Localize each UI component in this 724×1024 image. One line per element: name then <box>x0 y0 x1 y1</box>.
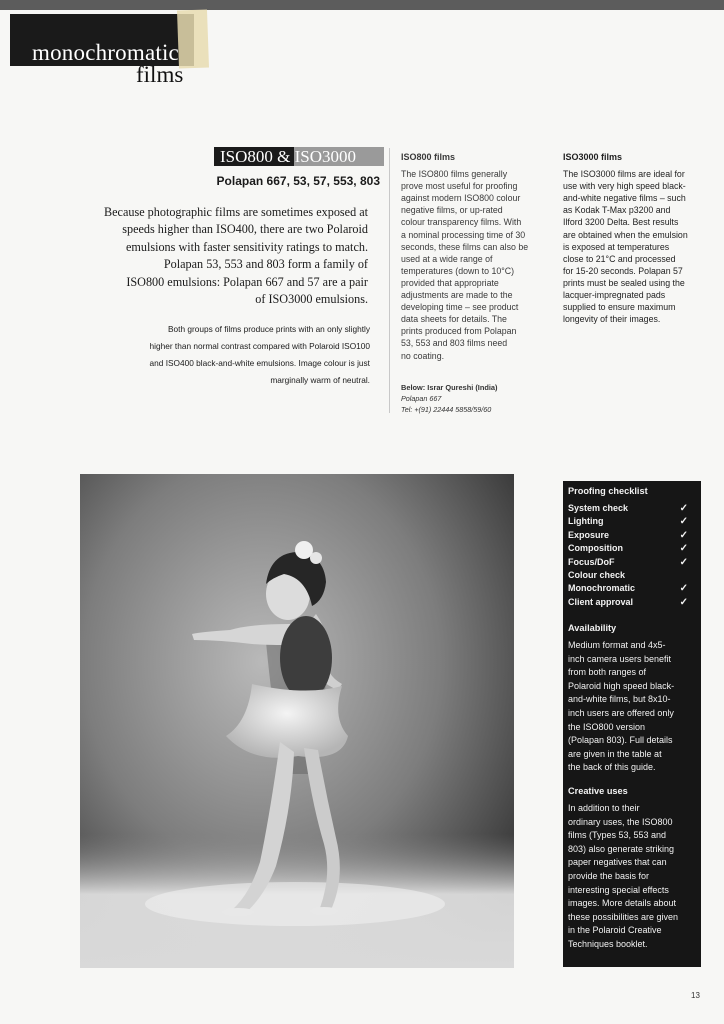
iso3000-line: are obtained when the emulsion <box>563 229 688 240</box>
checklist-item-label: Client approval <box>568 596 634 607</box>
credit-line: Tel: +(91) 22444 5858/59/60 <box>401 405 492 414</box>
checkmark-icon: ✓ <box>679 583 688 595</box>
iso-heading-label <box>214 147 384 166</box>
checklist-item-label: Exposure <box>568 529 610 540</box>
availability-line: are given in the table at <box>568 748 662 759</box>
lead-line: speeds higher than ISO400, there are two Polaroid <box>122 222 368 237</box>
iso800-line: adjustments are made to the <box>401 290 513 301</box>
models-subheading: Polapan 667, 53, 57, 553, 803 <box>216 174 380 188</box>
sidebar-panel <box>563 481 701 967</box>
checklist-item <box>568 583 694 596</box>
page-top-edge <box>0 0 724 10</box>
checkmark-icon: ✓ <box>679 503 688 514</box>
iso800-line: a nominal processing time of 30 <box>401 229 526 240</box>
photo-credit-title: Below: Israr Qureshi (India) <box>401 383 498 392</box>
availability-line: (Polapan 803). Full details <box>568 735 673 746</box>
checklist-item <box>568 597 694 610</box>
availability-line: inch camera users benefit <box>568 653 672 664</box>
iso3000-column <box>563 151 703 325</box>
secondary-line: and ISO400 black-and-white emulsions. Image colour is just <box>149 358 370 368</box>
creative-uses-title: Creative uses <box>568 786 628 796</box>
availability-title: Availability <box>568 623 617 633</box>
page-number: 13 <box>691 991 700 1000</box>
creative-uses-text <box>568 802 698 952</box>
availability-line: from both ranges of <box>568 667 647 678</box>
iso3000-line: as Kodak T-Max p3200 and <box>563 205 671 216</box>
section-title-line1: monochromatic <box>32 40 179 65</box>
checklist-item-label: Lighting <box>568 516 604 527</box>
checkmark-icon: ✓ <box>679 556 688 568</box>
iso3000-title: ISO3000 films <box>563 152 623 162</box>
checklist-item-label: Monochromatic <box>568 583 636 594</box>
proofing-checklist <box>568 503 694 610</box>
checklist-item <box>568 570 694 583</box>
secondary-paragraph <box>100 321 370 389</box>
iso3000-line: use with very high speed black- <box>563 181 686 192</box>
checklist-item <box>568 516 694 529</box>
iso3000-line: prints must be sealed using the <box>563 277 685 288</box>
creative-line: ordinary uses, the ISO800 <box>568 816 673 827</box>
creative-line: paper negatives that can <box>568 857 667 868</box>
photo-credit-details <box>401 393 551 415</box>
checklist-item <box>568 503 694 516</box>
checklist-item-label: Focus/DoF <box>568 556 615 567</box>
photo-illustration <box>80 474 514 968</box>
checkmark-icon: ✓ <box>679 516 688 528</box>
checklist-item-label: System check <box>568 503 629 513</box>
lead-line: ISO800 emulsions: Polapan 667 and 57 are a pair <box>126 274 368 289</box>
availability-line: and-white films, but 8x10- <box>568 694 671 705</box>
creative-line: images. More details about <box>568 898 677 909</box>
iso800-column <box>401 151 541 362</box>
iso800-line: The ISO800 films generally <box>401 169 508 180</box>
iso800-line: prove most useful for proofing <box>401 181 518 192</box>
secondary-line: higher than normal contrast compared with Polaroid ISO100 <box>149 341 370 351</box>
iso3000-line: close to 21°C and processed <box>563 253 676 264</box>
iso3000-line: for 15-20 seconds. Polapan 57 <box>563 265 683 276</box>
checkmark-icon: ✓ <box>679 543 688 555</box>
creative-line: Techniques booklet. <box>568 938 648 949</box>
availability-line: inch users are offered only <box>568 707 674 718</box>
checklist-item <box>568 530 694 543</box>
lead-line: emulsions with faster sensitivity ratings to match. <box>125 239 368 254</box>
creative-line: interesting special effects <box>568 884 669 895</box>
iso3000-line: supplied to ensure maximum <box>563 302 676 313</box>
availability-line: Medium format and 4x5- <box>568 640 666 650</box>
iso800-body <box>401 168 541 362</box>
availability-line: the ISO800 version <box>568 721 646 732</box>
checklist-title: Proofing checklist <box>568 486 648 496</box>
dancing-girl-photo <box>80 474 514 968</box>
iso3000-line: longevity of their images. <box>563 314 661 325</box>
creative-line: 803) also generate striking <box>568 843 675 854</box>
iso3000-line: Ilford 3200 Delta. Best results <box>563 217 679 228</box>
iso800-line: colour transparency films. With <box>401 217 522 228</box>
iso800-line: no coating. <box>401 350 445 361</box>
lead-paragraph <box>90 204 368 308</box>
lead-line: Because photographic films are sometimes exposed at <box>104 205 368 219</box>
iso800-line: seconds, these films can also be <box>401 241 529 252</box>
iso800-line: 53, 553 and 803 films need <box>401 338 508 349</box>
iso3000-line: and-white negative films – such <box>563 193 686 204</box>
iso800-line: temperatures (down to 10°C) <box>401 265 515 276</box>
checkmark-icon: ✓ <box>679 529 688 541</box>
checklist-item-label: Colour check <box>568 569 626 580</box>
iso-heading-text: ISO800 & ISO3000 <box>220 147 357 166</box>
secondary-line: marginally warm of neutral. <box>270 375 370 385</box>
iso3000-line: lacquer-impregnated pads <box>563 290 666 301</box>
availability-line: the back of this guide. <box>568 762 656 773</box>
iso800-title: ISO800 films <box>401 152 456 162</box>
secondary-line: Both groups of films produce prints with an only slightly <box>168 324 370 334</box>
iso800-line: against modern ISO800 colour <box>401 193 521 204</box>
iso800-line: prints produced from Polapan <box>401 326 517 337</box>
iso800-line: developing time – see product <box>401 302 519 313</box>
availability-text <box>568 639 698 775</box>
checkmark-icon: ✓ <box>679 596 688 608</box>
lead-line: of ISO3000 emulsions. <box>255 292 368 307</box>
creative-line: in the Polaroid Creative <box>568 925 662 936</box>
creative-line: In addition to their <box>568 803 640 813</box>
iso800-line: provided that appropriate <box>401 277 499 288</box>
iso800-line: negative films, or up-rated <box>401 205 503 216</box>
iso3000-line: The ISO3000 films are ideal for <box>563 169 685 180</box>
column-divider <box>389 148 390 413</box>
iso3000-body <box>563 168 703 325</box>
iso800-line: used at a wide range of <box>401 253 493 264</box>
iso3000-line: is exposed at temperatures <box>563 241 670 252</box>
credit-line: Polapan 667 <box>401 394 442 403</box>
iso800-line: data sheets for details. The <box>401 314 507 325</box>
availability-line: Polaroid high speed black- <box>568 680 675 691</box>
checklist-item-label: Composition <box>568 543 623 554</box>
creative-line: these possibilities are given <box>568 911 679 922</box>
tape-strip <box>177 9 209 68</box>
checklist-item <box>568 543 694 556</box>
section-title-line2: films <box>136 62 184 87</box>
lead-line: Polapan 53, 553 and 803 form a family of <box>163 257 368 272</box>
creative-line: films (Types 53, 553 and <box>568 830 667 841</box>
checklist-item <box>568 557 694 570</box>
creative-line: provide the basis for <box>568 870 650 881</box>
photo-credit <box>401 382 551 415</box>
